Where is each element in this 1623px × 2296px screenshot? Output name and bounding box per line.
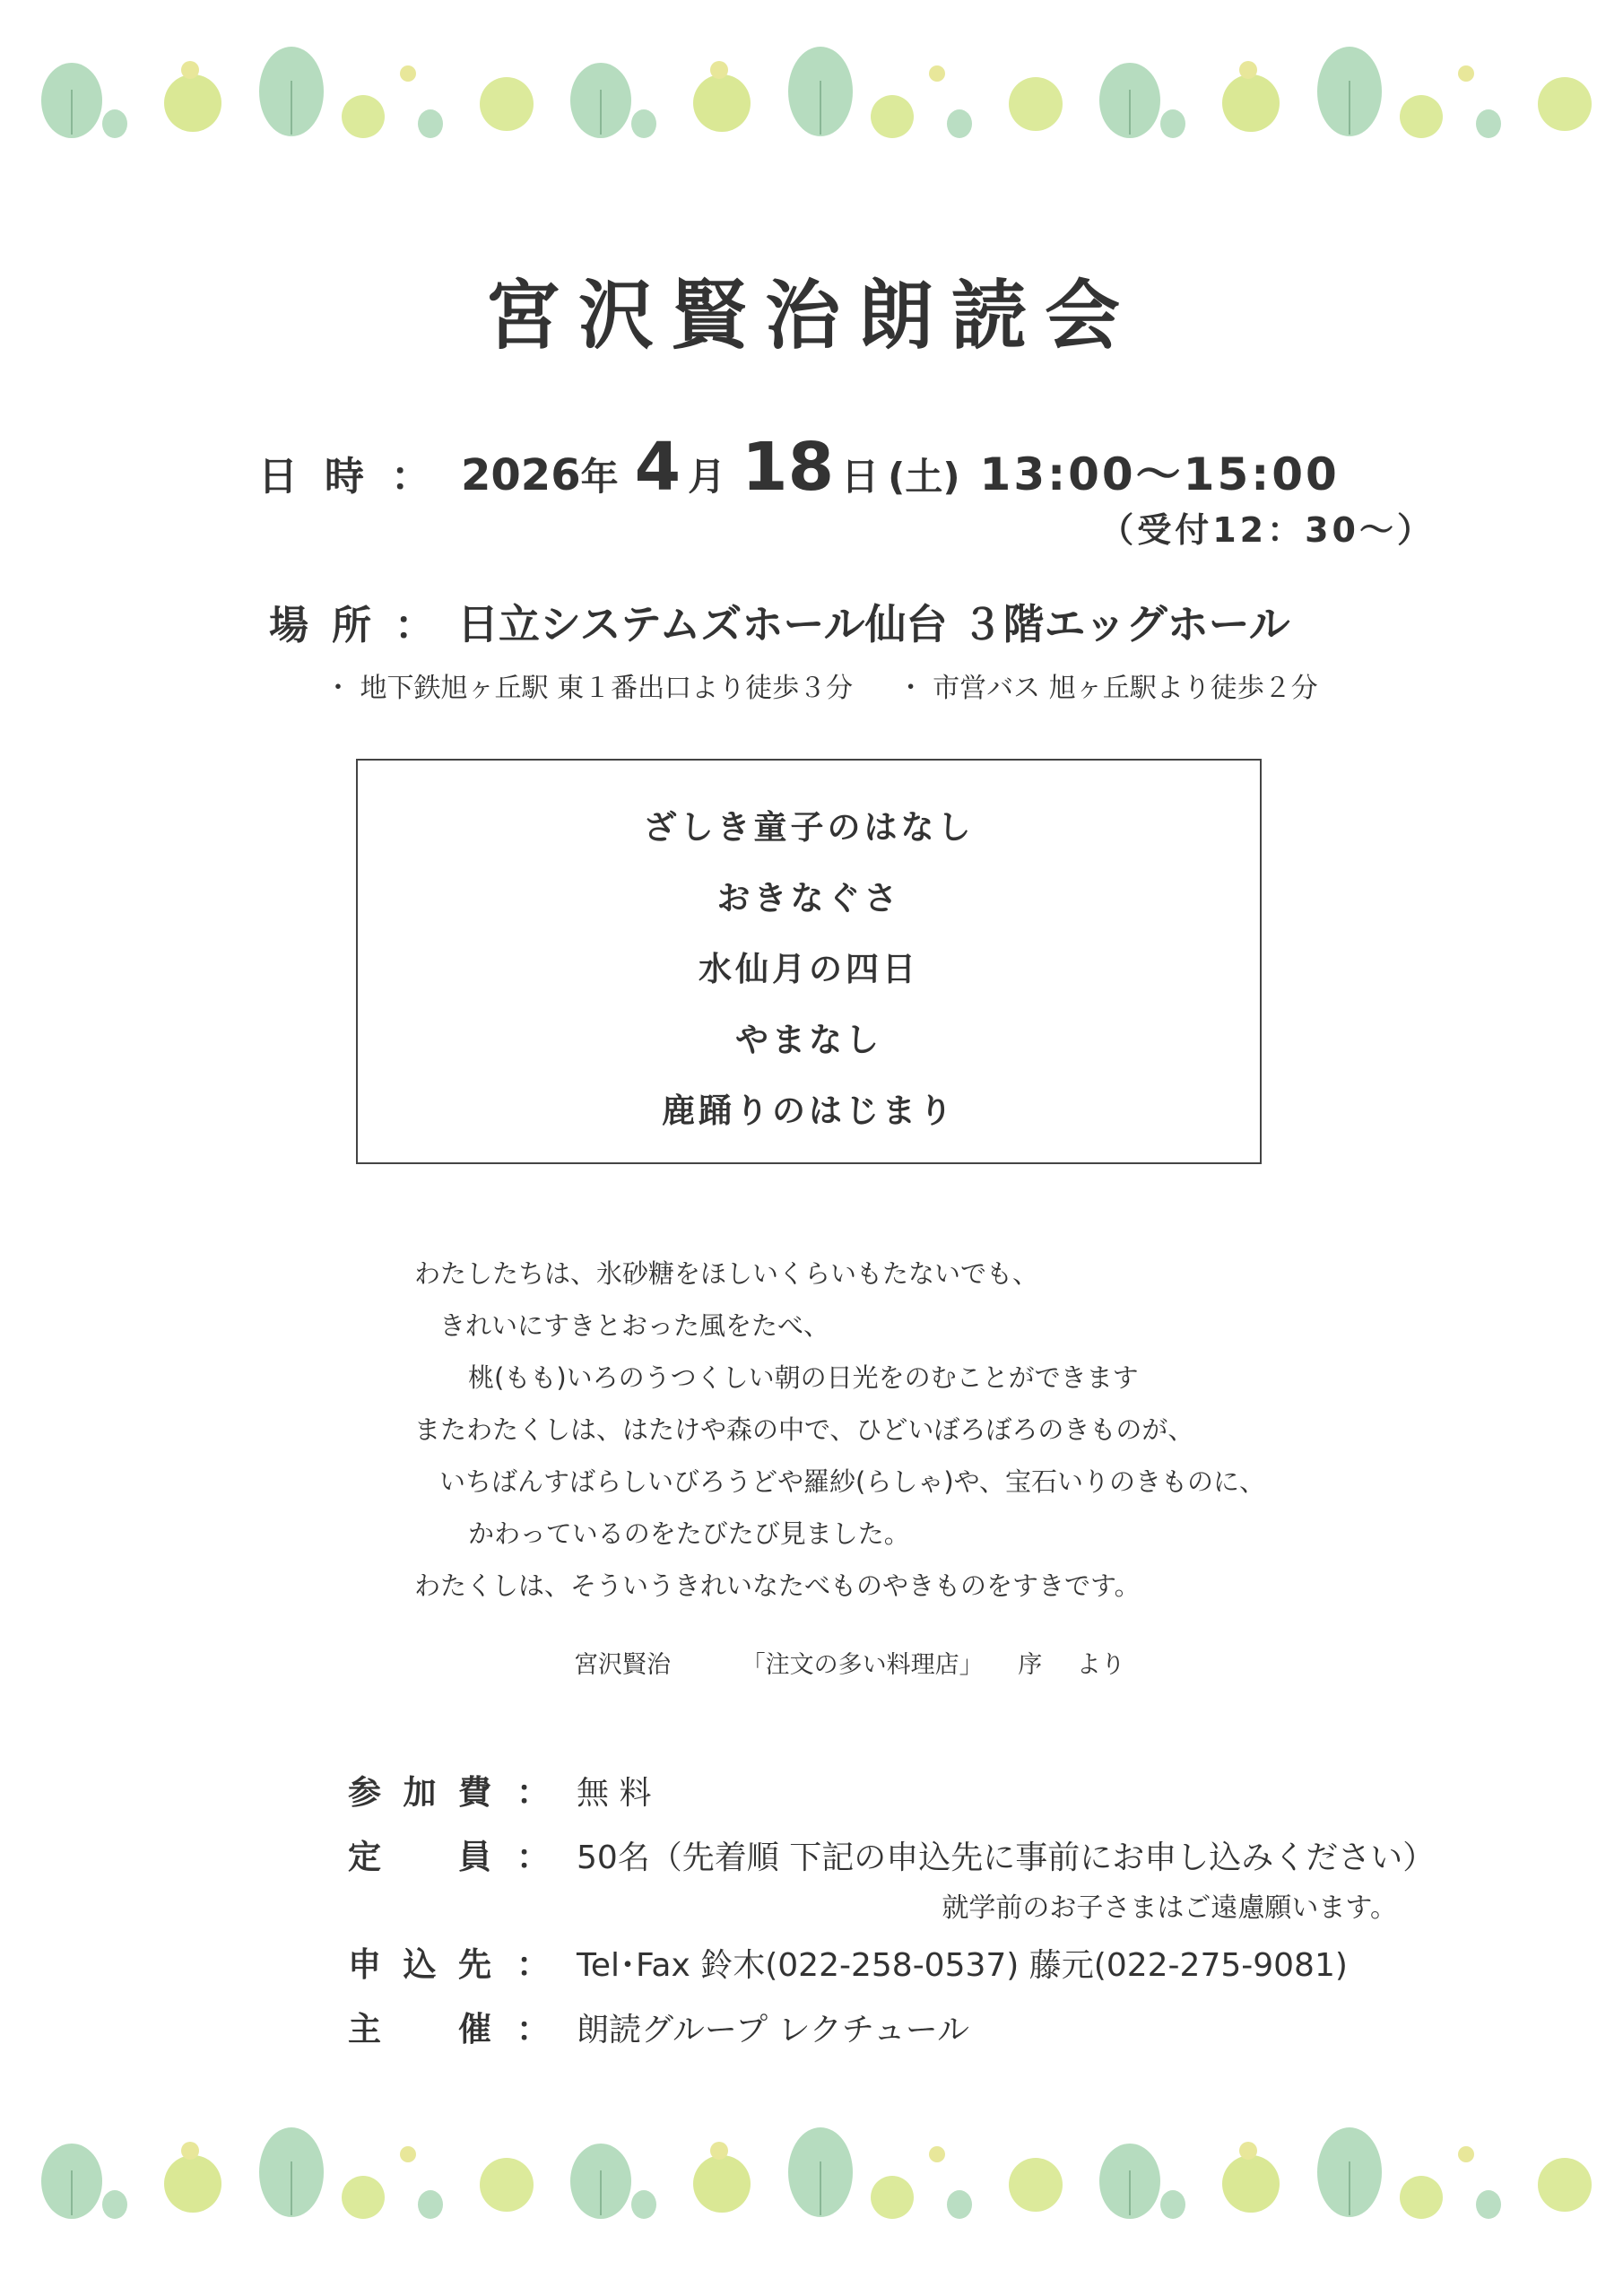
quote-source <box>574 1645 1188 1680</box>
date-year: 2026 <box>461 450 581 500</box>
program-item: ざしき童子のはなし <box>643 808 975 847</box>
quote-line: わたくしは、そういうきれいなたべものやきものをすきです。 <box>414 1570 1141 1601</box>
tree-icon <box>418 109 443 138</box>
chick-icon <box>400 65 416 82</box>
date-year-unit: 年 <box>580 455 619 499</box>
date-day: 18 <box>742 429 835 506</box>
program-box <box>356 759 1262 1164</box>
quote-line: かわっているのをたびたび見ました。 <box>468 1518 910 1549</box>
chick-icon <box>181 61 199 79</box>
access-info <box>325 665 1354 705</box>
colon: ： <box>391 454 430 500</box>
date-day-unit: 日 <box>841 455 880 499</box>
quote-line: わたしたちは、氷砂糖をほしいくらいもたないでも、 <box>414 1258 1039 1289</box>
quote-author: 宮沢賢治 <box>574 1651 671 1679</box>
program-item: おきなぐさ <box>716 879 901 918</box>
quote-section: 序 <box>1018 1651 1043 1679</box>
venue-name: 日立システムズホール仙台 ３階エッグホール <box>457 600 1290 648</box>
access-subway: ・ 地下鉄旭ヶ丘駅 東１番出口より徒歩３分 <box>325 673 854 704</box>
date-label: 日時 <box>258 454 391 500</box>
capacity-row <box>348 1830 1435 1878</box>
program-list <box>358 805 1260 1160</box>
organizer-label: 主催 <box>348 2010 491 2048</box>
capacity-value: 50名（先着順 下記の申込先に事前にお申し込みください） <box>577 1839 1436 1876</box>
reception-time: （受付12：30～） <box>1099 510 1435 550</box>
quote-line: いちばんすばらしいびろうどや羅紗(らしゃ)や、宝石いりのきものに、 <box>439 1466 1266 1497</box>
tree-icon <box>102 109 127 138</box>
contact-row <box>348 1937 1348 1986</box>
organizer-row <box>348 2002 969 2050</box>
fee-label: 参加費 <box>348 1773 491 1812</box>
quote-work: 「注文の多い料理店」 <box>741 1651 984 1679</box>
page-title: 宮沢賢治朗読会 <box>484 272 1138 360</box>
tree-icon <box>480 77 534 131</box>
program-item: 水仙月の四日 <box>699 950 919 988</box>
program-item: 鹿踊りのはじまり <box>662 1091 956 1130</box>
quote-line: またわたくしは、はたけや森の中で、ひどいぼろぼろのきものが、 <box>414 1414 1194 1445</box>
capacity-note: 就学前のお子さまはご遠慮願います。 <box>942 1892 1397 1924</box>
decorative-border-top <box>0 36 1623 170</box>
decorative-border-bottom <box>0 2117 1623 2251</box>
date-month: 4 <box>634 429 681 506</box>
venue-label: 場所 <box>269 603 395 648</box>
fee-row <box>348 1765 651 1813</box>
colon: ： <box>516 1945 550 1984</box>
fee-value: 無 料 <box>577 1775 652 1812</box>
organizer-value: 朗読グループ レクチュール <box>577 2012 970 2048</box>
contact-label: 申込先 <box>348 1945 491 1984</box>
quote-from: より <box>1076 1651 1125 1679</box>
colon: ： <box>516 2010 550 2048</box>
capacity-label: 定員 <box>348 1838 491 1876</box>
tree-icon <box>164 74 221 132</box>
date-month-unit: 月 <box>688 455 726 499</box>
contact-value: Tel･Fax 鈴木(022-258-0537) 藤元(022-275-9081) <box>577 1947 1348 1984</box>
date-time: 13:00～15:00 <box>979 448 1340 500</box>
date-weekday: (土) <box>888 455 960 499</box>
quote-line: 桃(もも)いろのうつくしい朝の日光をのむことができます <box>468 1362 1139 1393</box>
access-bus: ・ 市営バス 旭ヶ丘駅より徒歩２分 <box>897 673 1318 704</box>
venue-row <box>269 592 1290 651</box>
colon: ： <box>395 603 434 648</box>
program-item: やまなし <box>735 1021 882 1059</box>
colon: ： <box>516 1773 550 1812</box>
colon: ： <box>516 1838 550 1876</box>
tree-icon <box>342 95 385 138</box>
quote-line: きれいにすきとおった風をたべ、 <box>439 1310 830 1341</box>
